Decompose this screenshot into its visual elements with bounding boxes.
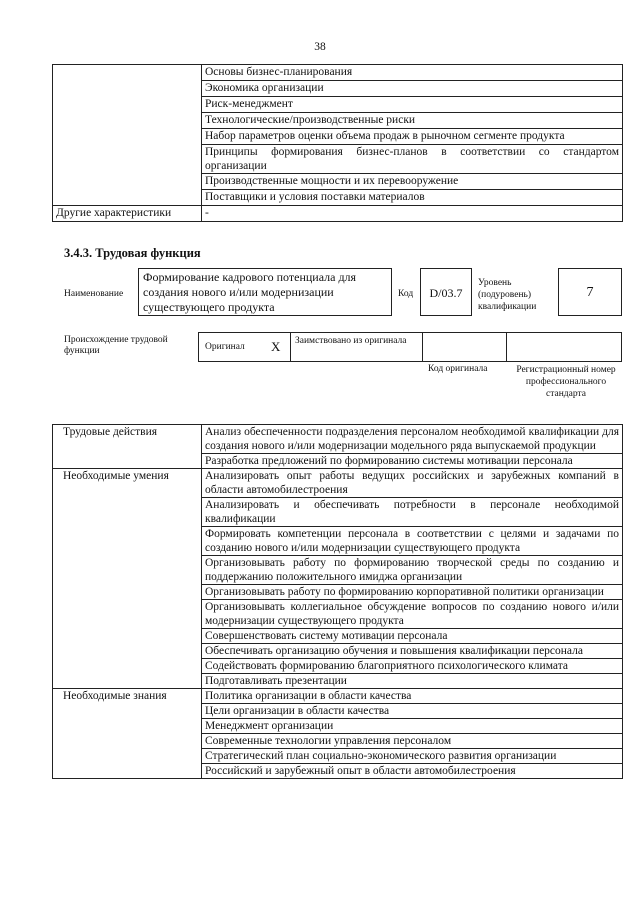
qualification-level: 7 [586, 285, 594, 300]
divider [290, 333, 291, 361]
labor-function-table [52, 424, 623, 779]
knowledge-item: Менеджмент организации [202, 719, 623, 734]
code-label: Код [398, 289, 414, 299]
previous-function-table [52, 64, 623, 222]
other-characteristics-label: Другие характеристики [53, 206, 202, 222]
reg-number-caption: Регистрационный номер профессионального стандарта [516, 365, 616, 399]
function-name: Формирование кадрового потенциала для создания нового и/или модернизации существующего продукта [143, 270, 357, 314]
section-label: Необходимые знания [53, 689, 202, 779]
skill-item: Организовывать работу по формированию корпоративной политики организации [202, 585, 623, 600]
original-mark: X [271, 339, 281, 354]
original-label: Оригинал [205, 342, 245, 352]
skill-item: Содействовать формированию благоприятного психологического климата [202, 659, 623, 674]
knowledge-item: Принципы формирования бизнес-планов в соответствии со стандартом организации [202, 145, 623, 174]
skill-item: Совершенствовать систему мотивации персонала [202, 629, 623, 644]
knowledge-item: Политика организации в области качества [202, 689, 623, 704]
knowledge-item: Цели организации в области качества [202, 704, 623, 719]
divider [422, 333, 423, 361]
name-label: Наименование [64, 289, 124, 299]
skill-item: Подготавливать презентации [202, 674, 623, 689]
knowledge-item: Российский и зарубежный опыт в области автомобилестроения [202, 764, 623, 779]
knowledge-item: Экономика организации [202, 81, 623, 97]
knowledge-item: Технологические/производственные риски [202, 113, 623, 129]
skill-item: Анализировать и обеспечивать потребности в персонале необходимой квалификации [202, 498, 623, 527]
section-label: Необходимые умения [53, 469, 202, 689]
knowledge-item: Стратегический план социально-экономического развития организации [202, 749, 623, 764]
level-box [558, 268, 622, 316]
skill-item: Обеспечивать организацию обучения и повышения квалификации персонала [202, 644, 623, 659]
origin-label: Происхождение трудовой функции [64, 335, 168, 356]
function-code: D/03.7 [429, 286, 463, 300]
skill-item: Анализировать опыт работы ведущих российских и зарубежных компаний в области автомобилестроения [202, 469, 623, 498]
divider [506, 333, 507, 361]
skill-item: Формировать компетенции персонала в соответствии с целями и задачами по созданию нового и/или модернизации существующего продукта [202, 527, 623, 556]
knowledge-item: Производственные мощности и их перевооружение [202, 174, 623, 190]
other-characteristics-value: - [202, 206, 623, 222]
level-label: Уровень (подуровень) квалификации [478, 278, 537, 312]
code-original-caption: Код оригинала [428, 364, 488, 374]
action-item: Разработка предложений по формированию системы мотивации персонала [202, 454, 623, 469]
knowledge-item: Риск-менеджмент [202, 97, 623, 113]
function-name-box [138, 268, 392, 316]
page-number: 38 [314, 41, 326, 53]
empty-label-cell [53, 65, 202, 206]
skill-item: Организовывать коллегиальное обсуждение вопросов по созданию нового и/или модернизации существующего продукта [202, 600, 623, 629]
knowledge-item: Основы бизнес-планирования [202, 65, 623, 81]
skill-item: Организовывать работу по формированию творческой среды по созданию и поддержанию положительного имиджа организации [202, 556, 623, 585]
knowledge-item: Набор параметров оценки объема продаж в рыночном сегменте продукта [202, 129, 623, 145]
action-item: Анализ обеспеченности подразделения персоналом необходимой квалификации для создания нового и/или модернизации модельного ряда выпускаемой продукции [202, 425, 623, 454]
section-label: Трудовые действия [53, 425, 202, 469]
origin-row [198, 332, 622, 362]
knowledge-item: Современные технологии управления персоналом [202, 734, 623, 749]
knowledge-item: Поставщики и условия поставки материалов [202, 190, 623, 206]
section-title: 3.4.3. Трудовая функция [64, 246, 201, 260]
borrowed-label: Заимствовано из оригинала [295, 336, 407, 346]
code-box [420, 268, 472, 316]
